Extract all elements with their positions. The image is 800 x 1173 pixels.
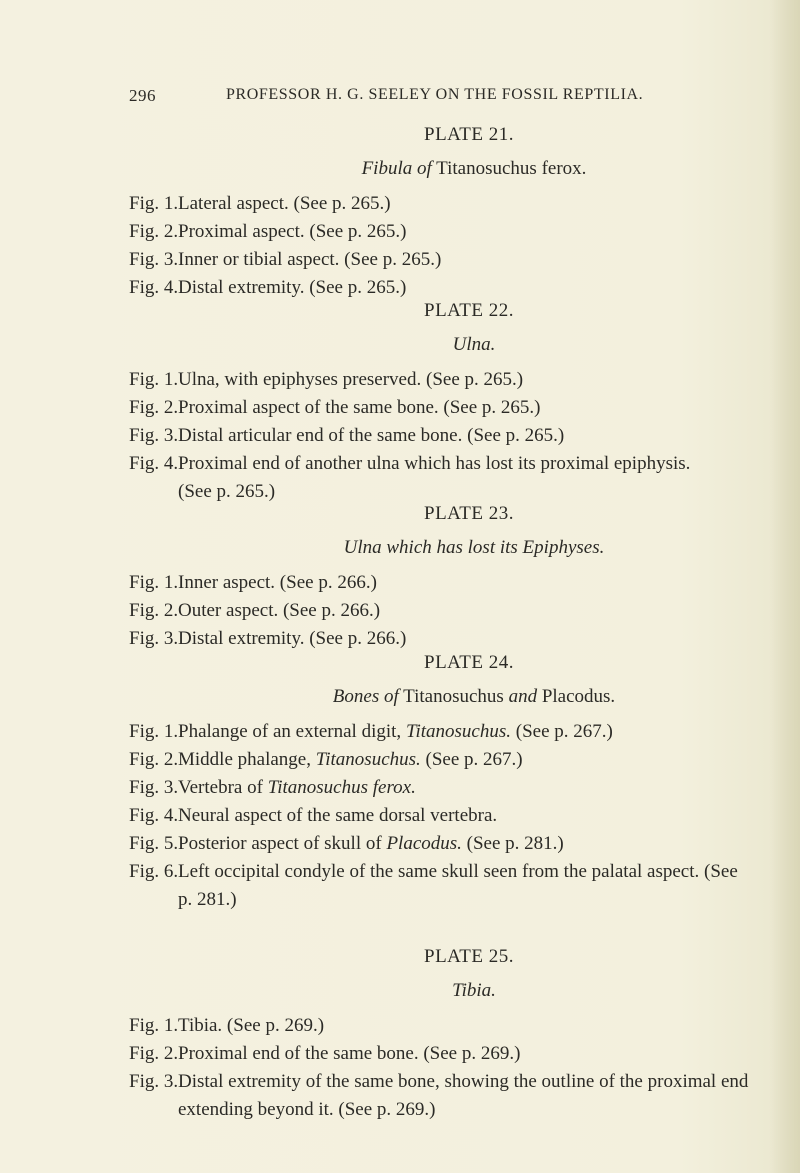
- plate-22-section: [129, 300, 789, 506]
- figure-caption: Left occipital condyle of the same skull seen from the palatal aspect. (See: [178, 861, 738, 882]
- figure-label: Fig. 3.: [129, 1071, 179, 1092]
- figure-entry: [129, 422, 789, 450]
- figure-entry: [129, 246, 789, 274]
- figure-caption: Distal articular end of the same bone. (See p. 265.): [178, 425, 565, 446]
- figure-caption: Distal extremity. (See p. 265.): [178, 277, 407, 298]
- figure-label: Fig. 2.: [129, 600, 179, 621]
- figure-caption: [178, 718, 789, 746]
- figure-label: Fig. 2.: [129, 397, 179, 418]
- figure-entry: [129, 218, 789, 246]
- plate-24-section: [129, 652, 789, 914]
- figure-label: Fig. 4.: [129, 277, 179, 298]
- figure-caption: [178, 746, 789, 774]
- figure-caption: Proximal aspect. (See p. 265.): [178, 221, 407, 242]
- figure-entry: [129, 746, 789, 774]
- subtitle-italic: Fibula of: [361, 158, 432, 179]
- figure-label: Fig. 2.: [129, 1043, 179, 1064]
- figure-caption: Proximal aspect of the same bone. (See p. 265.): [178, 397, 541, 418]
- figure-entry: [129, 597, 789, 625]
- caption-text: Phalange of an external digit,: [178, 721, 406, 742]
- figure-entry: [129, 274, 789, 302]
- plate-title: PLATE 21.: [424, 124, 514, 145]
- caption-taxon: Titanosuchus.: [405, 721, 511, 742]
- figure-caption-continued: p. 281.): [178, 889, 237, 910]
- figure-label: Fig. 3.: [129, 628, 179, 649]
- plate-title: PLATE 23.: [424, 503, 514, 524]
- caption-text: Middle phalange,: [178, 749, 316, 770]
- plate-25-section: [129, 946, 789, 1124]
- figure-caption: [178, 774, 789, 802]
- plate-title: PLATE 25.: [424, 946, 514, 967]
- running-head: PROFESSOR H. G. SEELEY ON THE FOSSIL REPTILIA.: [226, 86, 644, 103]
- plate-subtitle: [159, 980, 789, 1002]
- figure-caption-continued: (See p. 265.): [178, 481, 276, 502]
- figure-entry: [129, 858, 789, 914]
- figure-entry: [129, 394, 789, 422]
- figure-label: Fig. 1.: [129, 193, 179, 214]
- figure-caption-continued: extending beyond it. (See p. 269.): [178, 1099, 436, 1120]
- subtitle-italic: Tibia.: [452, 980, 496, 1001]
- caption-ref: (See p. 267.): [420, 749, 523, 770]
- page-edge-shading: [770, 0, 800, 1173]
- plate-subtitle: [159, 686, 789, 708]
- plate-subtitle: [159, 537, 789, 559]
- caption-taxon: Titanosuchus.: [315, 749, 421, 770]
- subtitle-italic: Ulna which has lost its Epiphyses.: [343, 537, 605, 558]
- subtitle-roman: Titanosuchus: [398, 686, 509, 707]
- figure-entry: [129, 190, 789, 218]
- figure-label: Fig. 1.: [129, 572, 179, 593]
- figure-entry: [129, 450, 789, 506]
- figure-label: Fig. 1.: [129, 721, 179, 742]
- subtitle-roman: Titanosuchus ferox.: [431, 158, 587, 179]
- caption-ref: (See p. 281.): [461, 833, 564, 854]
- caption-taxon: Titanosuchus ferox.: [267, 777, 416, 798]
- figure-caption: Distal extremity. (See p. 266.): [178, 628, 407, 649]
- figure-caption: Lateral aspect. (See p. 265.): [178, 193, 391, 214]
- subtitle-italic: Ulna.: [452, 334, 496, 355]
- figure-label: Fig. 4.: [129, 453, 179, 474]
- figure-entry: [129, 569, 789, 597]
- plate-title: PLATE 24.: [424, 652, 514, 673]
- caption-taxon: Placodus.: [386, 833, 462, 854]
- figure-label: Fig. 1.: [129, 1015, 179, 1036]
- figure-entry: [129, 1012, 789, 1040]
- figure-label: Fig. 4.: [129, 805, 179, 826]
- subtitle-italic: Bones of: [332, 686, 399, 707]
- plate-23-section: [129, 503, 789, 653]
- plate-subtitle: [159, 334, 789, 356]
- figure-entry: [129, 1068, 789, 1124]
- figure-label: Fig. 2.: [129, 749, 179, 770]
- figure-label: Fig. 1.: [129, 369, 179, 390]
- figure-entry: [129, 1040, 789, 1068]
- figure-caption: Proximal end of another ulna which has lost its proximal epiphysis.: [178, 453, 691, 474]
- figure-entry: [129, 830, 789, 858]
- figure-entry: [129, 718, 789, 746]
- figure-caption: Outer aspect. (See p. 266.): [178, 600, 381, 621]
- subtitle-roman: Placodus.: [537, 686, 616, 707]
- figure-list: [129, 190, 789, 302]
- plate-title: PLATE 22.: [424, 300, 514, 321]
- figure-entry: [129, 774, 789, 802]
- figure-caption: Inner or tibial aspect. (See p. 265.): [178, 249, 442, 270]
- figure-caption: Neural aspect of the same dorsal vertebra.: [178, 805, 498, 826]
- figure-entry: [129, 802, 789, 830]
- figure-label: Fig. 3.: [129, 777, 179, 798]
- figure-label: Fig. 3.: [129, 425, 179, 446]
- caption-text: Posterior aspect of skull of: [178, 833, 387, 854]
- figure-caption: Proximal end of the same bone. (See p. 269.): [178, 1043, 521, 1064]
- plate-subtitle: [159, 158, 789, 180]
- figure-list: [129, 718, 789, 914]
- figure-label: Fig. 3.: [129, 249, 179, 270]
- figure-caption: Ulna, with epiphyses preserved. (See p. 265.): [178, 369, 524, 390]
- figure-list: [129, 366, 789, 506]
- caption-text: Vertebra of: [178, 777, 268, 798]
- caption-ref: (See p. 267.): [511, 721, 613, 742]
- figure-label: Fig. 6.: [129, 861, 179, 882]
- figure-entry: [129, 625, 789, 653]
- plate-21-section: [129, 124, 789, 302]
- figure-list: [129, 569, 789, 653]
- figure-label: Fig. 5.: [129, 833, 179, 854]
- figure-list: [129, 1012, 789, 1124]
- figure-caption: Inner aspect. (See p. 266.): [178, 572, 377, 593]
- page-number: 296: [129, 86, 156, 105]
- subtitle-italic: and: [508, 686, 538, 707]
- figure-caption: Tibia. (See p. 269.): [178, 1015, 325, 1036]
- figure-caption: [178, 830, 789, 858]
- figure-entry: [129, 366, 789, 394]
- figure-caption: Distal extremity of the same bone, showing the outline of the proximal end: [178, 1071, 749, 1092]
- figure-label: Fig. 2.: [129, 221, 179, 242]
